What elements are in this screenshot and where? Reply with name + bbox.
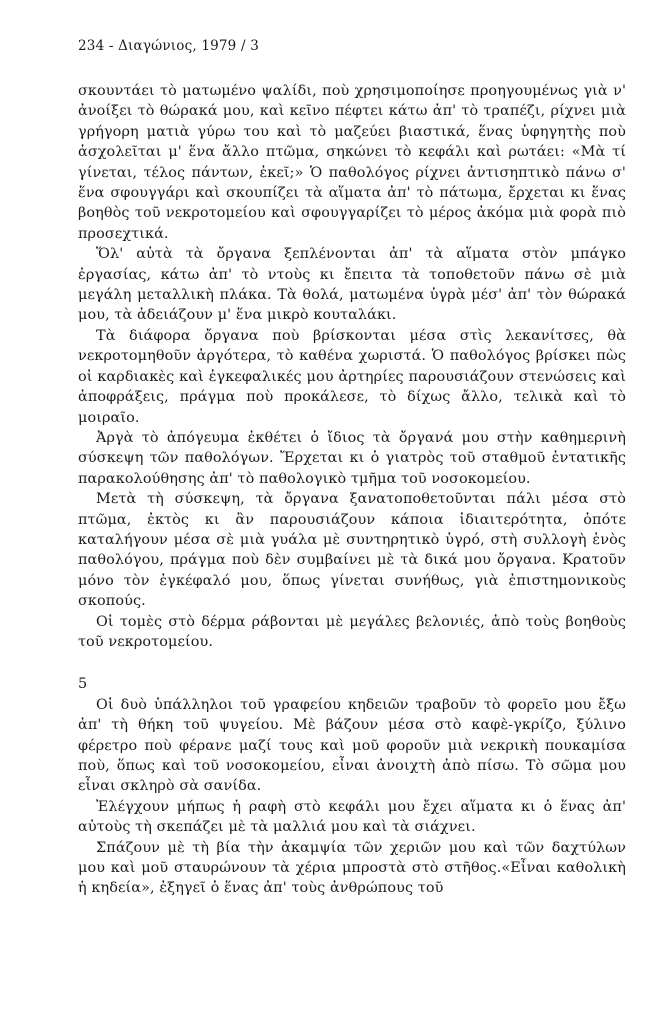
paragraph: Σπάζουν μὲ τὴ βία τὴν ἀκαμψία τῶν χεριῶν μου καὶ τῶν δαχτύλων μου καὶ μοῦ σταυρώνουν τὰ χέρια μπροστὰ στὸ στῆθος.«Εἶναι καθολικὴ ἡ κηδεία», ἐξηγεῖ ὁ ἕνας ἀπ' τοὺς ἀνθρώπους τοῦ <box>78 839 626 897</box>
paragraph: Ἐλέγχουν μήπως ἡ ραφὴ στὸ κεφάλι μου ἔχει αἵματα κι ὁ ἕνας ἀπ' αὐτοὺς τὴ σκεπάζει μὲ τὰ μαλλιά μου καὶ τὰ σιάχνει. <box>78 798 626 836</box>
section-4-text <box>78 81 626 652</box>
paragraph: Μετὰ τὴ σύσκεψη, τὰ ὄργανα ξανατοποθετοῦνται πάλι μέσα στὸ πτῶμα, ἐκτὸς κι ἂν παρουσιάζουν κάποια ἰδιαιτερότητα, ὁπότε καταλήγουν μέσα σὲ μιὰ γυάλα μὲ συντηρητικὸ ὑγρό, στὴ συλλογὴ ἑνὸς παθολόγου, πράγμα ποὺ δὲν συμβαίνει μὲ τὰ δικά μου ὄργανα. Κρατοῦν μόνο τὸν ἐγκέφαλό μου, ὅπως γίνεται συνήθως, γιὰ ἐπιστημονικοὺς σκοπούς. <box>78 491 626 610</box>
paragraph: σκουντάει τὸ ματωμένο ψαλίδι, ποὺ χρησιμοποίησε προηγουμένως γιὰ ν' ἀνοίξει τὸ θώρακά μου, καὶ κεῖνο πέφτει κάτω ἀπ' τὸ τραπέζι, ρίχνει μιὰ γρήγορη ματιὰ γύρω του καὶ τὸ μαζεύει βιαστικά, ἕνας ὑφηγητὴς ποὺ ἀσχολεῖται μ' ἕνα ἄλλο πτῶμα, σηκώνει τὸ κεφάλι καὶ ρωτάει: «Μὰ τί γίνεται, τέλος πάντων, ἐκεῖ;» Ὁ παθολόγος ρίχνει ἀντισηπτικὸ πάνω σ' ἕνα σφουγγάρι καὶ σκουπίζει τὰ αἵματα ἀπ' τὸ πάτωμα, ἔρχεται κι ἕνας βοηθὸς τοῦ νεκροτομείου καὶ σφουγγαρίζει τὸ μέρος ἀκόμα μιὰ φορὰ πιὸ προσεχτικά. <box>78 83 626 242</box>
paragraph: Οἱ δυὸ ὑπάλληλοι τοῦ γραφείου κηδειῶν τραβοῦν τὸ φορεῖο μου ἔξω ἀπ' τὴ θήκη τοῦ ψυγείου. Μὲ βάζουν μέσα στὸ καφὲ-γκρίζο, ξύλινο φέρετρο ποὺ φέρανε μαζί τους καὶ μοῦ φοροῦν μιὰ νεκρικὴ πουκαμίσα ποὺ, ὅπως καὶ τοῦ νοσοκομείου, εἶναι ἀνοιχτὴ ἀπὸ πίσω. Τὸ σῶμα μου εἶναι σκληρὸ σὰ σανίδα. <box>78 696 626 795</box>
paragraph: Οἱ τομὲς στὸ δέρμα ράβονται μὲ μεγάλες βελονιές, ἀπὸ τοὺς βοηθοὺς τοῦ νεκροτομείου. <box>78 613 626 650</box>
paragraph: Ὅλ' αὐτὰ τὰ ὄργανα ξεπλένονται ἀπ' τὰ αἵματα στὸν μπάγκο ἐργασίας, κάτω ἀπ' τὸ ντοὺς κι ἔπειτα τὰ τοποθετοῦν πάνω σὲ μιὰ μεγάλη μεταλλικὴ πλάκα. Τὰ θολά, ματωμένα ὑγρὰ μέσ' ἀπ' τὸν θώρακά μου, τὰ ἀδειάζουν μ' ἕνα μικρὸ κουταλάκι. <box>78 246 626 324</box>
paragraph: Ἀργὰ τὸ ἀπόγευμα ἐκθέτει ὁ ἴδιος τὰ ὄργανά μου στὴν καθημερινὴ σύσκεψη τῶν παθολόγων. Ἔρχεται κι ὁ γιατρὸς τοῦ σταθμοῦ ἐντατικῆς παρακολούθησης ἀπ' τὸ παθολογικὸ τμῆμα τοῦ νοσοκομείου. <box>78 429 626 487</box>
section-number: 5 <box>78 676 88 693</box>
section-5-text <box>78 695 626 899</box>
running-head: 234 - Διαγώνιος, 1979 / 3 <box>78 38 259 54</box>
paragraph: Τὰ διάφορα ὄργανα ποὺ βρίσκονται μέσα στὶς λεκανίτσες, θὰ νεκροτομηθοῦν ἀργότερα, τὸ καθένα χωριστά. Ὁ παθολόγος βρίσκει πὼς οἱ καρδιακὲς καὶ ἐγκεφαλικές μου ἀρτηρίες παρουσιάζουν στενώσεις καὶ ἀποφράξεις, πράγμα ποὺ προκάλεσε, τὸ δίχως ἄλλο, τελικὰ καὶ τὸ μοιραῖο. <box>78 327 626 426</box>
